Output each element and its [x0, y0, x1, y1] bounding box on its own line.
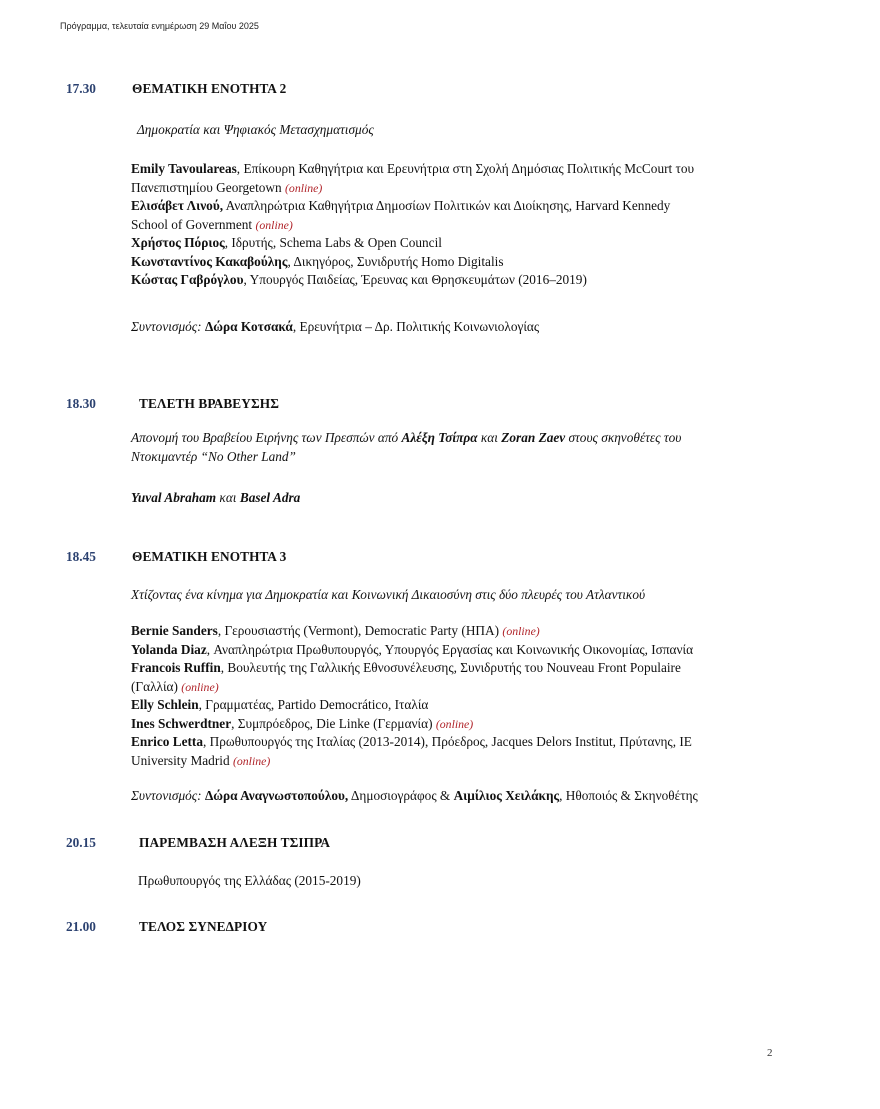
moderator-name: Δώρα Κοτσακά: [204, 319, 293, 334]
speaker-name: Enrico Letta: [131, 734, 204, 749]
speaker-role: Πανεπιστημίου Georgetown: [131, 179, 285, 195]
speaker-entry-cont: [131, 678, 821, 697]
speaker-name: Ines Schwerdtner: [131, 715, 232, 731]
speaker-role: Αναπληρώτρια Καθηγήτρια Δημοσίων Πολιτικών και Διοίκησης, Harvard Kennedy: [223, 198, 671, 213]
speaker-entry: [131, 253, 821, 272]
award-winners: [131, 489, 821, 508]
award-text: και: [477, 430, 502, 445]
speaker-name: Κώστας Γαβρόγλου: [131, 272, 244, 287]
speaker-name: Francois Ruffin: [131, 660, 221, 675]
moderator-line: [131, 318, 821, 337]
moderator-label: Συντονισμός:: [131, 788, 202, 803]
speaker-role: , Επίκουρη Καθηγήτρια και Ερευνήτρια στη Σχολή Δημόσιας Πολιτικής McCourt του: [236, 161, 695, 176]
online-tag: (online): [232, 753, 271, 768]
speaker-role: , Αναπληρώτρια Πρωθυπουργός, Υπουργός Εργασίας και Κοινωνικής Οικονομίας, Ισπανία: [206, 641, 694, 657]
speaker-entry: [131, 659, 821, 678]
session-time: 18.45: [66, 549, 96, 564]
moderator-name: Δώρα Αναγνωστοπούλου,: [204, 788, 349, 803]
online-tag: (online): [435, 716, 474, 731]
speaker-role: School of Government: [131, 216, 256, 232]
session-title: ΠΑΡΕΜΒΑΣΗ ΑΛΕΞΗ ΤΣΙΠΡΑ: [139, 835, 331, 850]
online-tag: (online): [255, 217, 293, 232]
session-subtitle: Δημοκρατία και Ψηφιακός Μετασχηματισμός: [137, 122, 374, 137]
online-tag: (online): [285, 180, 323, 195]
online-tag: (online): [181, 679, 219, 694]
speaker-entry: [131, 197, 821, 216]
speaker-entry: [131, 234, 821, 253]
speaker-entry: [131, 271, 821, 290]
moderator-name: Αιμίλιος Χειλάκης: [453, 788, 560, 803]
session-title: ΤΕΛΟΣ ΣΥΝΕΔΡΙΟΥ: [139, 919, 268, 934]
session-title: ΤΕΛΕΤΗ ΒΡΑΒΕΥΣΗΣ: [139, 396, 279, 411]
speakers-list: [131, 622, 821, 770]
moderator-role: , Ηθοποιός & Σκηνοθέτης: [559, 788, 698, 803]
speaker-name: Elly Schlein: [131, 697, 199, 712]
speaker-name: Κωνσταντίνος Κακαβούλης: [131, 253, 288, 269]
session-title: ΘΕΜΑΤΙΚΗ ΕΝΟΤΗΤΑ 2: [132, 81, 287, 96]
speaker-entry: [131, 622, 821, 641]
speaker-name: Emily Tavoulareas: [131, 161, 237, 176]
session-time: 21.00: [66, 919, 96, 934]
session-time: 20.15: [66, 835, 96, 850]
speaker-name: Yolanda Diaz: [131, 641, 207, 657]
speaker-role: , Βουλευτής της Γαλλικής Εθνοσυνέλευσης, Συνιδρυτής του Nouveau Front Populaire: [220, 660, 681, 675]
session-description: Πρωθυπουργός της Ελλάδας (2015-2019): [138, 873, 361, 888]
speaker-entry: [131, 641, 821, 660]
session-title: ΘΕΜΑΤΙΚΗ ΕΝΟΤΗΤΑ 3: [132, 549, 287, 564]
presenter-name: Αλέξη Τσίπρα: [401, 430, 478, 445]
speaker-role: , Γερουσιαστής (Vermont), Democratic Party (ΗΠΑ): [217, 623, 503, 638]
speaker-role: , Πρωθυπουργός της Ιταλίας (2013-2014), Πρόεδρος, Jacques Delors Institut, Πρύτανης, IE: [203, 734, 692, 749]
moderator-line: [131, 787, 821, 806]
award-text: Ντοκιμαντέρ “No Other Land”: [131, 448, 296, 464]
speaker-entry: [131, 715, 821, 734]
speaker-role: University Madrid: [131, 752, 233, 768]
document-header: Πρόγραμμα, τελευταία ενημέρωση 29 Μαΐου 2025: [60, 21, 259, 31]
speaker-role: , Γραμματέας, Partido Democrático, Ιταλία: [198, 697, 429, 712]
page-number: 2: [767, 1047, 773, 1059]
speaker-entry-cont: [131, 216, 821, 235]
speaker-name: Ελισάβετ Λινού,: [131, 198, 224, 213]
winner-name: Yuval Abraham: [131, 490, 217, 505]
session-subtitle: Χτίζοντας ένα κίνημα για Δημοκρατία και Κοινωνική Δικαιοσύνη στις δύο πλευρές του Ατλαντικού: [131, 587, 646, 602]
winner-sep: και: [216, 490, 240, 505]
moderator-role: , Ερευνήτρια – Δρ. Πολιτικής Κοινωνιολογίας: [292, 319, 540, 334]
moderator-role: Δημοσιογράφος &: [348, 788, 454, 803]
winner-name: Basel Adra: [239, 490, 301, 505]
speaker-role: (Γαλλία): [131, 678, 182, 694]
speaker-entry-cont: [131, 179, 821, 198]
speakers-list: [131, 160, 821, 290]
speaker-entry: [131, 160, 821, 179]
speaker-role: , Συμπρόεδρος, Die Linke (Γερμανία): [231, 715, 436, 731]
speaker-entry: [131, 733, 821, 752]
session-time: 18.30: [66, 396, 96, 411]
online-tag: (online): [502, 624, 540, 638]
award-description: [131, 429, 821, 466]
presenter-name: Zoran Zaev: [501, 430, 566, 445]
speaker-entry-cont: [131, 752, 821, 771]
speaker-role: , Δικηγόρος, Συνιδρυτής Homo Digitalis: [287, 253, 504, 269]
award-text: Απονομή του Βραβείου Ειρήνης των Πρεσπών από: [131, 430, 402, 445]
award-text: στους σκηνοθέτες του: [565, 430, 682, 445]
speaker-name: Χρήστος Πόριος: [131, 235, 225, 250]
speaker-role: , Υπουργός Παιδείας, Έρευνας και Θρησκευμάτων (2016–2019): [243, 272, 587, 287]
speaker-role: , Ιδρυτής, Schema Labs & Open Council: [224, 235, 442, 250]
speaker-name: Bernie Sanders: [131, 623, 218, 638]
session-time: 17.30: [66, 81, 96, 96]
moderator-label: Συντονισμός:: [131, 319, 202, 334]
speaker-entry: [131, 696, 821, 715]
